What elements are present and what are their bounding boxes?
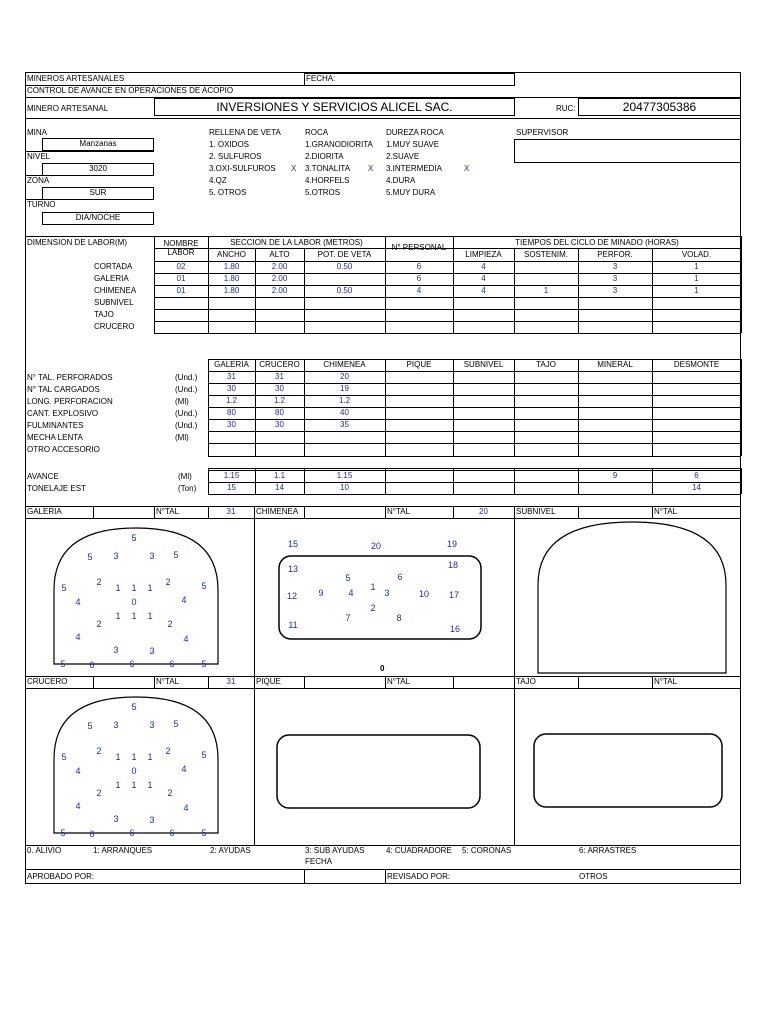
blast-hole-number: 8 [396,613,402,623]
minero-label: MINERO ARTESANAL [27,104,109,113]
dureza-item: 2.SUAVE [386,152,420,161]
perf-row-label: FULMINANTES [27,421,84,430]
perf-cell[interactable]: 31 [227,372,236,381]
perf-row-unit: (Ml) [175,397,189,406]
labor-cell-volad[interactable]: 1 [694,262,699,271]
mina-label: MINA [27,128,47,137]
rellena-selected-mark: X [291,164,297,173]
pique-diagram-label: PIQUE [256,677,281,686]
blast-hole-number: 5 [61,583,67,593]
dimension-label: DIMENSION DE LABOR(M) [27,238,128,247]
ruc-value[interactable]: 20477305386 [578,98,741,116]
ntal-label: N°TAL [654,677,678,686]
perf-column-header: SUBNIVEL [463,360,504,369]
chimenea-ntal-value: 20 [479,507,488,516]
roca-item: 2.DIORITA [305,152,344,161]
avance-label: AVANCE [27,472,59,481]
galeria-ntal-value: 31 [226,507,236,516]
labor-cell-personal[interactable]: 6 [416,274,422,283]
subnivel-diagram-label: SUBNIVEL [516,507,556,516]
perf-cell[interactable]: 19 [340,384,349,393]
legend-item: 3: SUB AYUDAS [305,846,365,855]
blast-hole-number: 6 [169,828,175,838]
blast-hole-number: 0 [131,597,137,607]
dureza-item: 4.DURA [386,176,416,185]
labor-grid-line [208,236,209,333]
labor-cell-ancho[interactable]: 1.80 [223,274,240,283]
company-type: MINEROS ARTESANALES [27,74,125,83]
perf-grid-line [741,359,742,456]
blast-hole-number: 12 [286,591,298,601]
perf-cell[interactable]: 80 [227,408,236,417]
labor-cell-perfor[interactable]: 3 [612,286,618,295]
perf-cell[interactable]: 31 [275,372,284,381]
labor-grid-line [154,236,155,333]
labor-cell-personal[interactable]: 6 [416,262,422,271]
blast-hole-number: 4 [348,588,354,598]
labor-row-label: GALERIA [94,274,129,283]
roca-title: ROCA [305,128,329,137]
dureza-item: 5.MUY DURA [386,188,436,197]
blast-hole-number: 2 [96,577,102,587]
blast-hole-number: 6 [169,659,175,669]
blast-hole-number: 6 [129,828,135,838]
blast-hole-number: 2 [167,788,173,798]
crucero-holes [52,691,222,841]
labor-cell-alto[interactable]: 2.00 [271,274,288,283]
blast-hole-number: 15 [287,539,299,549]
blast-hole-number: 5 [201,828,207,838]
blast-hole-number: 2 [165,746,171,756]
perf-row-label: N° TAL CARGADOS [27,385,100,394]
blast-hole-number: 1 [115,611,121,621]
labor-cell-pot[interactable]: 0.50 [336,286,353,295]
galeria-diagram-label: GALERIA [27,507,62,516]
labor-grid-line [385,236,386,333]
report-title: CONTROL DE AVANCE EN OPERACIONES DE ACOPIO [27,86,234,95]
perf-grid-line [578,359,579,456]
blast-hole-number: 10 [418,589,430,599]
pot-header: POT. DE VETA [317,250,372,259]
perf-grid-line [453,468,454,494]
blast-hole-number: 4 [181,764,187,774]
ntal-label: N°TAL [654,507,678,516]
blast-hole-number: 2 [96,619,102,629]
zona-value[interactable]: SUR [42,187,154,200]
blast-hole-number: 1 [147,752,153,762]
nivel-value[interactable]: 3020 [42,163,154,176]
perf-cell[interactable]: 40 [340,408,349,417]
avance-cell[interactable]: 6 [694,471,699,480]
blast-hole-number: 17 [448,590,460,600]
perf-column-header: CRUCERO [259,360,300,369]
blast-hole-number: 4 [183,803,189,813]
blast-hole-number: 6 [89,660,95,670]
perf-grid-line [514,468,515,494]
turno-label: TURNO [27,200,56,209]
rellena-title: RELLENA DE VETA [209,128,281,137]
perf-row-unit: (Und.) [175,385,198,394]
perf-column-header: PIQUE [406,360,432,369]
perf-column-header: MINERAL [597,360,633,369]
tonelaje-cell[interactable]: 14 [692,483,701,492]
rellena-item: 4.QZ [209,176,227,185]
roca-item: 3.TONALITA [305,164,351,173]
labor-row-label: CORTADA [94,262,133,271]
personal-header: N° PERSONAL [391,243,447,252]
tonelaje-cell[interactable]: 14 [275,483,284,492]
perf-row-unit: (Und.) [175,421,198,430]
labor-row-label: CHIMENEA [94,286,137,295]
revisado-label: REVISADO POR: [387,872,451,881]
perf-cell[interactable]: 1.2 [225,396,238,405]
labor-cell-nombre[interactable]: 02 [176,262,186,271]
galeria-holes [52,522,222,672]
labor-cell-ancho[interactable]: 1.80 [223,262,240,271]
rellena-item: 2. SULFUROS [209,152,262,161]
blast-hole-number: 1 [131,752,137,762]
labor-cell-nombre[interactable]: 01 [176,274,186,283]
ntal-label: N°TAL [156,507,180,516]
blast-hole-number: 19 [446,539,458,549]
blast-hole-number: 4 [75,597,81,607]
dureza-item: 1.MUY SUAVE [386,140,440,149]
perf-row-label: MECHA LENTA [27,433,83,442]
blast-hole-number: 4 [181,595,187,605]
ancho-header: ANCHO [217,250,246,259]
ruc-label: RUC: [556,104,576,113]
dureza-title: DUREZA ROCA [386,128,444,137]
perf-cell[interactable]: 80 [275,408,284,417]
row-divider [25,869,741,870]
blast-hole-number: 5 [131,702,137,712]
labor-cell-alto[interactable]: 2.00 [271,286,288,295]
blast-hole-number: 1 [147,780,153,790]
perf-row-label: OTRO ACCESORIO [27,445,100,454]
labor-cell-ancho[interactable]: 1.80 [223,286,240,295]
blast-hole-number: 1 [147,611,153,621]
labor-cell-personal[interactable]: 4 [416,286,422,295]
col-divider [304,869,305,884]
rellena-item: 5. OTROS [209,188,247,197]
blast-hole-number: 4 [75,801,81,811]
seccion-header: SECCION DE LA LABOR (METROS) [230,238,363,247]
perf-grid-line [385,468,386,494]
blast-hole-number: 1 [131,611,137,621]
limpieza-header: LIMPIEZA [465,250,502,259]
labor-cell-limpieza[interactable]: 4 [481,286,486,295]
perf-row-unit: (Ml) [175,433,189,442]
blast-hole-number: 13 [287,564,299,574]
blast-hole-number: 3 [149,720,155,730]
turno-value[interactable]: DIA/NOCHE [42,212,154,225]
alto-header: ALTO [269,250,290,259]
blast-hole-number: 3 [113,720,119,730]
rellena-item: 3.OXI-SULFUROS [209,164,276,173]
aprobado-label: APROBADO POR: [27,872,95,881]
perf-column-header: CHIMENEA [323,360,366,369]
supervisor-label: SUPERVISOR [516,128,569,137]
tonelaje-cell[interactable]: 15 [227,483,236,492]
labor-grid-line [453,236,454,333]
ntal-label: N°TAL [387,507,411,516]
perf-row-label: CANT. EXPLOSIVO [27,409,99,418]
legend-item: 0. ALIVIO [27,846,62,855]
blast-hole-number: 5 [87,721,93,731]
blast-hole-number: 3 [149,815,155,825]
blast-hole-number: 3 [113,814,119,824]
nivel-label: NIVEL [27,152,51,161]
labor-cell-volad[interactable]: 1 [694,286,699,295]
perf-grid-line [208,468,741,469]
blast-hole-number: 1 [147,583,153,593]
company-name[interactable]: INVERSIONES Y SERVICIOS ALICEL SAC. [154,98,515,116]
blast-hole-number: 4 [75,632,81,642]
sostenim-header: SOSTENIM. [523,250,568,259]
blast-hole-number: 5 [345,573,351,583]
perf-row-label: LONG. PERFORACION [27,397,113,406]
perf-grid-line [208,494,741,495]
avance-cell[interactable]: 1.15 [336,471,353,480]
labor-grid-line [154,236,741,237]
blast-hole-number: 9 [318,588,324,598]
volad-header: VOLAD. [681,250,712,259]
roca-item: 1.GRANODIORITA [305,140,373,149]
labor-row-label: CRUCERO [94,322,135,331]
blast-hole-number: 5 [61,752,67,762]
blast-hole-number: 16 [449,624,461,634]
dureza-selected-mark: X [464,164,470,173]
blast-hole-number: 3 [113,551,119,561]
mina-value[interactable]: Manzanas [42,138,154,151]
blast-hole-number: 4 [183,634,189,644]
dureza-item: 3.INTERMEDIA [386,164,443,173]
tonelaje-cell[interactable]: 10 [340,483,349,492]
blast-hole-number: 6 [129,659,135,669]
tajo-outline [534,734,722,807]
perf-grid-line [208,431,741,432]
perf-row-label: N° TAL. PERFORADOS [27,373,113,382]
blast-hole-number: 3 [149,551,155,561]
labor-cell-limpieza[interactable]: 4 [481,274,486,283]
blast-hole-number: 2 [96,788,102,798]
chimenea-diagram-label: CHIMENEA [256,507,299,516]
blast-hole-number: 3 [113,645,119,655]
perf-grid-line [652,359,653,456]
perf-grid-line [208,443,741,444]
labor-cell-volad[interactable]: 1 [694,274,699,283]
legend-item: 2: AYUDAS [210,846,251,855]
zona-label: ZONA [27,176,50,185]
otros-label: OTROS [579,872,608,881]
perf-row-unit: (Und.) [175,373,198,382]
col-divider [385,869,386,884]
blast-hole-number: 6 [89,829,95,839]
blast-hole-number: 5 [201,581,207,591]
perf-cell[interactable]: 30 [275,420,284,429]
perf-column-header: DESMONTE [673,360,720,369]
blast-hole-number: 5 [60,659,66,669]
blast-hole-number: 5 [87,552,93,562]
tiempos-header: TIEMPOS DEL CICLO DE MINADO (HORAS) [515,238,679,247]
perf-column-header: GALERIA [214,360,249,369]
labor-cell-perfor[interactable]: 3 [612,274,618,283]
perf-cell[interactable]: 30 [275,384,284,393]
labor-cell-perfor[interactable]: 3 [612,262,618,271]
avance-cell[interactable]: 1.15 [223,471,240,480]
blast-hole-number: 20 [370,541,382,551]
perf-grid-line [741,468,742,494]
labor-row-label: SUBNIVEL [94,298,134,307]
legend-item: 4: CUADRADORE [386,846,452,855]
labor-cell-alto[interactable]: 2.00 [271,262,288,271]
crucero-diagram-label: CRUCERO [27,677,68,686]
perfor-header: PERFOR. [597,250,633,259]
blast-hole-number: 2 [96,746,102,756]
blast-hole-number: 1 [115,583,121,593]
blast-hole-number: 5 [131,533,137,543]
tonelaje-label: TONELAJE EST [27,484,86,493]
blast-hole-number: 0 [131,766,137,776]
blast-hole-number: 1 [131,780,137,790]
blast-hole-number: 6 [397,572,403,582]
blast-hole-number: 3 [384,588,390,598]
avance-cell[interactable]: 9 [612,471,618,480]
blast-hole-number: 11 [288,620,298,630]
blast-hole-number: 18 [447,560,459,570]
blast-hole-number: 2 [167,619,173,629]
labor-cell-nombre[interactable]: 01 [176,286,186,295]
blast-hole-number: 5 [173,719,179,729]
perf-grid-line [385,359,386,456]
blast-hole-number: 5 [201,659,207,669]
perf-cell[interactable]: 20 [340,372,349,381]
perf-cell[interactable]: 1.2 [273,396,286,405]
labor-cell-limpieza[interactable]: 4 [481,262,486,271]
roca-selected-mark: X [368,164,374,173]
blast-hole-number: 1 [115,752,121,762]
avance-unit: (Ml) [178,472,192,481]
tajo-diagram-label: TAJO [516,677,536,686]
nombre-header: NOMBRE LABOR [163,239,199,257]
blast-hole-number: 1 [370,582,376,592]
roca-item: 4.HORFELS [305,176,350,185]
crucero-ntal-value: 31 [226,677,236,686]
fecha-label: FECHA: [306,74,336,83]
legend-item: 1: ARRANQUES [93,846,153,855]
blast-hole-number: 3 [149,646,155,656]
perf-column-header: TAJO [536,360,556,369]
perf-cell[interactable]: 1.2 [338,396,351,405]
blast-hole-number: 5 [60,828,66,838]
tonelaje-unit: (Ton) [178,484,197,493]
blast-hole-number: 2 [165,577,171,587]
blast-hole-number: 1 [131,583,137,593]
blast-hole-number: 2 [370,603,376,613]
chimenea-zero-label: 0 [380,664,385,673]
labor-cell-sostenim[interactable]: 1 [543,286,549,295]
avance-cell[interactable]: 1.1 [273,471,286,480]
roca-item: 5.OTROS [305,188,341,197]
legend-item: 6: ARRASTRES [579,846,637,855]
perf-cell[interactable]: 30 [227,384,236,393]
perf-grid-line [514,359,515,456]
pique-outline [277,735,480,808]
legend-item: 5: CORONAS [462,846,512,855]
labor-row-label: TAJO [94,310,114,319]
labor-cell-pot[interactable]: 0.50 [336,262,353,271]
ntal-label: N°TAL [387,677,411,686]
perf-cell[interactable]: 30 [227,420,236,429]
perf-cell[interactable]: 35 [340,420,349,429]
rellena-item: 1. OXIDOS [209,140,250,149]
ntal-label: N°TAL [156,677,180,686]
legend-fecha-label: FECHA [305,857,333,866]
blast-hole-number: 5 [173,550,179,560]
blast-hole-number: 1 [115,780,121,790]
labor-grid-line [154,333,741,334]
perf-grid-line [453,359,454,456]
perf-row-unit: (Und.) [175,409,198,418]
perf-grid-line [208,456,741,457]
blast-hole-number: 7 [345,613,351,623]
labor-grid-line [741,236,742,333]
blast-hole-number: 4 [75,766,81,776]
subnivel-arch-outline [538,522,726,673]
blast-hole-number: 5 [201,750,207,760]
